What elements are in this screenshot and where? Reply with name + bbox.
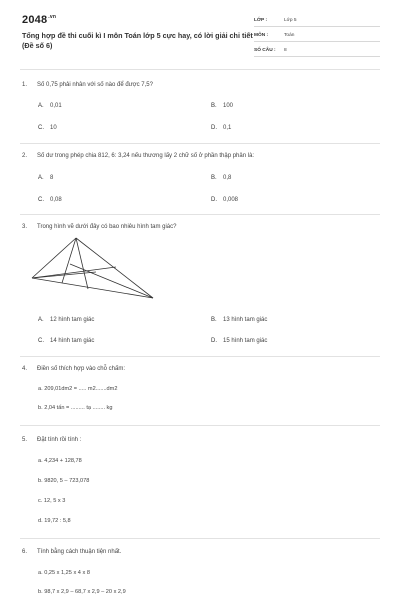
question-2-option-b[interactable] — [211, 175, 231, 181]
divider — [20, 538, 380, 539]
triangle-figure — [30, 236, 155, 299]
divider — [20, 356, 380, 357]
meta-class-row — [254, 14, 380, 27]
option-letter: A. — [38, 317, 44, 323]
option-text: 12 hình tam giác — [50, 317, 95, 323]
question-5-line-c: c. 12, 5 x 3 — [38, 498, 66, 504]
question-4-line-a: a. 209,01dm2 = ..... m2.......dm2 — [38, 386, 118, 392]
option-letter: C. — [38, 197, 44, 203]
question-3-option-c[interactable] — [38, 338, 94, 344]
option-text: 100 — [223, 103, 234, 109]
divider — [20, 69, 380, 70]
option-text: 0,01 — [50, 103, 62, 109]
meta-class-value: Lớp 5 — [284, 18, 297, 23]
question-1-text: Số 0,75 phải nhân với số nào để được 7,5? — [37, 82, 153, 88]
question-6-line-b: b. 98,7 x 2,9 – 68,7 x 2,9 – 20 x 2,9 — [38, 589, 126, 595]
logo-suffix: .vn — [48, 14, 57, 21]
question-5-line-a: a. 4,234 + 128,78 — [38, 458, 82, 464]
document-title: Tổng hợp đề thi cuối kì I môn Toán lớp 5 cực hay, có lời giải chi tiết (Đề số 6) — [22, 31, 253, 50]
question-6-line-a: a. 0,25 x 1,25 x 4 x 8 — [38, 570, 90, 576]
meta-subject-label: MÔN : — [254, 33, 269, 38]
question-3-option-d[interactable] — [211, 338, 267, 344]
question-1-option-a[interactable] — [38, 103, 62, 109]
divider — [20, 425, 380, 426]
divider — [20, 214, 380, 215]
question-1-number: 1. — [22, 82, 28, 88]
question-4-number: 4. — [22, 366, 28, 372]
question-5-line-b: b. 9820, 5 – 723,078 — [38, 478, 90, 484]
question-2-option-d[interactable] — [211, 197, 238, 203]
question-1-option-c[interactable] — [38, 125, 57, 131]
question-4-text: Điền số thích hợp vào chỗ chấm: — [37, 366, 125, 372]
question-3-number: 3. — [22, 224, 28, 230]
meta-count-label: SỐ CÂU : — [254, 48, 276, 53]
meta-subject-row — [254, 29, 380, 42]
question-1-option-b[interactable] — [211, 103, 233, 109]
meta-count-row — [254, 44, 380, 57]
option-text: 0,08 — [50, 197, 62, 203]
question-6-number: 6. — [22, 549, 28, 555]
meta-count-value: 8 — [284, 48, 287, 53]
question-2-number: 2. — [22, 153, 28, 159]
option-letter: C. — [38, 338, 44, 344]
option-letter: D. — [211, 338, 217, 344]
question-2-option-a[interactable] — [38, 175, 53, 181]
question-2-option-c[interactable] — [38, 197, 62, 203]
option-letter: D. — [211, 125, 217, 131]
question-2-text: Số dư trong phép chia 812, 6: 3,24 nếu thương lấy 2 chữ số ở phần thập phân là: — [37, 153, 255, 159]
option-letter: B. — [211, 103, 217, 109]
question-6-text: Tính bằng cách thuận tiện nhất. — [37, 549, 122, 555]
option-letter: A. — [38, 103, 44, 109]
option-letter: C. — [38, 125, 44, 131]
option-letter: D. — [211, 197, 217, 203]
question-3-option-b[interactable] — [211, 317, 267, 323]
document-header — [0, 0, 400, 68]
site-logo[interactable] — [22, 14, 56, 26]
question-3-text: Trong hình vẽ dưới đây có bao nhiêu hình tam giác? — [37, 224, 177, 230]
option-letter: B. — [211, 175, 217, 181]
question-5-line-d: d. 19,72 : 5,8 — [38, 518, 71, 524]
option-text: 13 hình tam giác — [223, 317, 268, 323]
question-3-option-a[interactable] — [38, 317, 94, 323]
option-text: 14 hình tam giác — [50, 338, 95, 344]
question-1-option-d[interactable] — [211, 125, 231, 131]
option-text: 8 — [50, 175, 54, 181]
option-text: 0,8 — [223, 175, 232, 181]
question-5-number: 5. — [22, 437, 28, 443]
option-text: 0,1 — [223, 125, 232, 131]
option-letter: B. — [211, 317, 217, 323]
divider — [20, 143, 380, 144]
question-5-text: Đặt tính rồi tính : — [37, 437, 82, 443]
question-4-line-b: b. 2,04 tấn = ......... tạ ........ kg — [38, 405, 113, 411]
option-text: 10 — [50, 125, 57, 131]
meta-subject-value: Toán — [284, 33, 295, 38]
logo-text: 2048 — [22, 14, 48, 26]
option-text: 0,008 — [223, 197, 239, 203]
meta-class-label: LỚP : — [254, 18, 268, 23]
option-text: 15 hình tam giác — [223, 338, 268, 344]
option-letter: A. — [38, 175, 44, 181]
